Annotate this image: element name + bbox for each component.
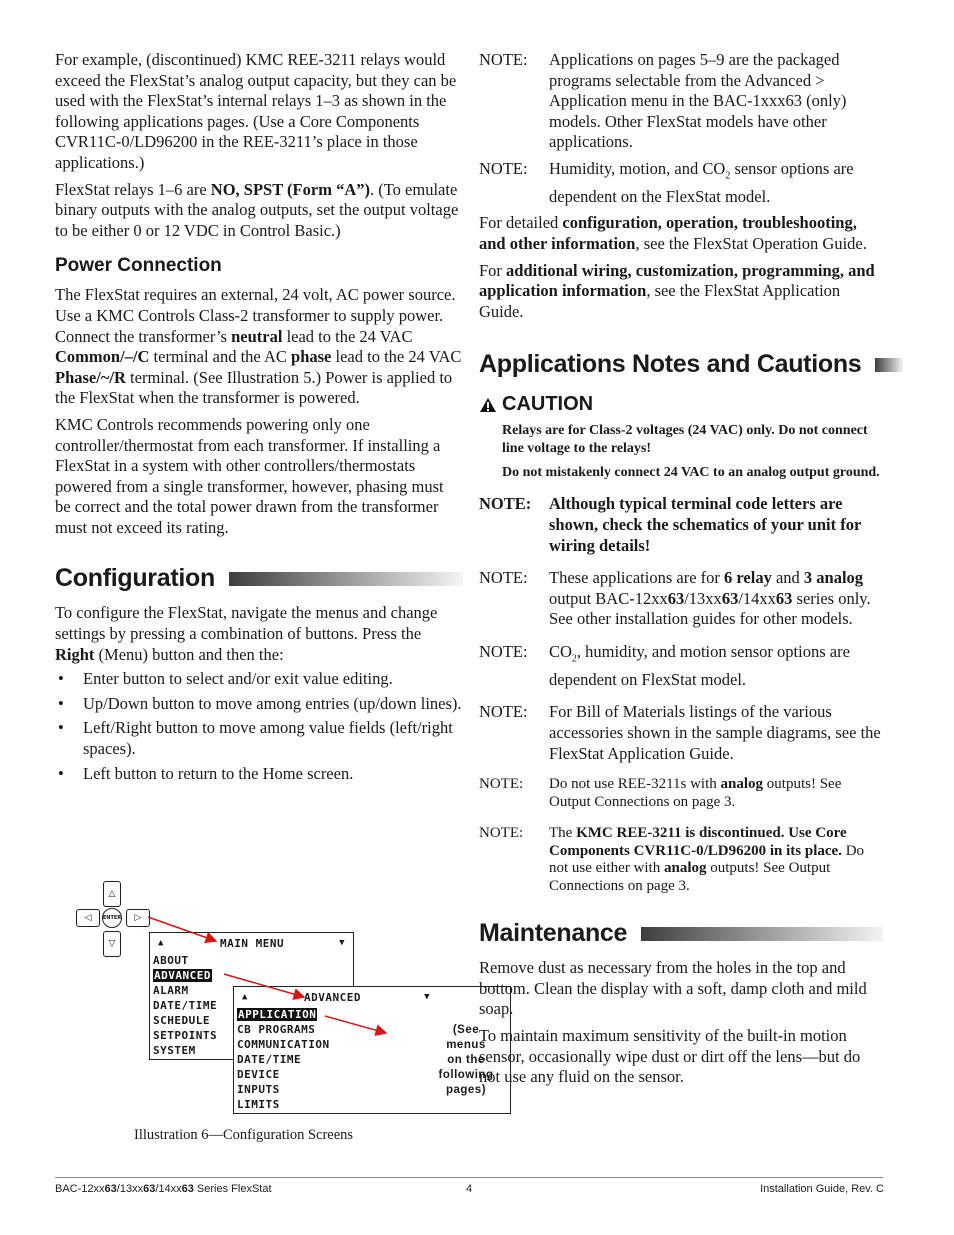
menu-item: SCHEDULE: [153, 1014, 210, 1027]
caution-heading: CAUTION: [502, 393, 594, 416]
configuration-heading: Configuration: [55, 564, 215, 593]
footer-document-title: Installation Guide, Rev. C: [760, 1183, 884, 1195]
down-arrow-icon: ▽: [108, 939, 116, 949]
menu-item: ABOUT: [153, 954, 189, 967]
note-label: NOTE:: [479, 825, 524, 842]
paragraph-discontinued-relays: For example, (discontinued) KMC REE-3211 relays would exceed the FlexStat’s analog output capacity, but they can be used with the FlexStat’s internal relays 1–3 as shown in the following applications pages. (Use a Core Components CVR11C-0/LD96200 in the REE-3211’s place in those applications.): [55, 50, 457, 172]
applications-notes-heading: Applications Notes and Cautions: [479, 350, 862, 379]
heading-gradient-bar: [875, 358, 903, 372]
main-menu-title: MAIN MENU: [220, 937, 285, 950]
note-label: NOTE:: [479, 158, 528, 178]
menu-item: SYSTEM: [153, 1044, 196, 1057]
note-ree3211-analog: [479, 776, 883, 811]
footer-rule: [55, 1177, 883, 1178]
signal-down-icon: ▼: [339, 938, 345, 948]
note-text: Do not use REE-3211s with analog outputs! See Output Connections on page 3.: [549, 776, 842, 810]
arrow-right-to-main-menu: [148, 917, 216, 941]
note-ree3211-discontinued: [479, 825, 883, 895]
menu-flow-arrows: [70, 875, 470, 1135]
heading-gradient-bar: [229, 572, 463, 586]
up-arrow-icon: △: [108, 889, 116, 899]
arrow-application-to-note: [325, 1016, 386, 1033]
configuration-illustration: [70, 875, 494, 1155]
applications-heading-row: [479, 350, 883, 379]
note-text: Although typical terminal code letters are shown, check the schematics of your unit for wiring details!: [549, 494, 861, 555]
menu-item: ALARM: [153, 984, 189, 997]
warning-icon: [479, 397, 497, 413]
right-arrow-icon: ▷: [134, 913, 142, 923]
note-text: The KMC REE-3211 is discontinued. Use Core Components CVR11C-0/LD96200 in its place. Do not use either with analog outputs! See Output Connections on page 3.: [549, 825, 865, 894]
menu-item: LIMITS: [237, 1098, 280, 1111]
signal-down-icon: ▼: [424, 992, 430, 1002]
see-note-line: menus: [446, 1039, 486, 1051]
menu-item: DATE/TIME: [237, 1053, 302, 1066]
note-label: NOTE:: [479, 641, 528, 661]
illustration-caption: Illustration 6—Configuration Screens: [134, 1127, 354, 1143]
note-label: NOTE:: [479, 702, 528, 722]
menu-item: COMMUNICATION: [237, 1038, 330, 1051]
note-terminal-codes: [479, 494, 883, 556]
note-text: $CO_2$, humidity, and motion sensor options are dependent on FlexStat model.: [549, 641, 850, 689]
configuration-heading-row: [55, 564, 463, 593]
note-label: NOTE:: [479, 568, 528, 588]
left-arrow-icon: ◁: [84, 913, 92, 923]
signal-up-icon: ▲: [158, 938, 164, 948]
menu-item: DEVICE: [237, 1068, 280, 1081]
list-item: • Enter button to select and/or exit value editing.: [55, 669, 463, 690]
menu-item: INPUTS: [237, 1083, 280, 1096]
menu-item: SETPOINTS: [153, 1029, 218, 1042]
note-label: NOTE:: [479, 776, 524, 793]
right-column: [479, 50, 883, 1088]
note-bill-of-materials: [479, 702, 883, 764]
see-note-line: on the: [447, 1054, 485, 1066]
advanced-menu-title: ADVANCED: [304, 991, 361, 1004]
footer-page-number: 4: [466, 1183, 473, 1195]
note-co2-options: [479, 642, 883, 690]
menu-item: DATE/TIME: [153, 999, 218, 1012]
see-note-line: (See: [452, 1024, 480, 1036]
signal-up-icon: ▲: [242, 992, 248, 1002]
power-connection-heading: Power Connection: [55, 255, 222, 277]
heading-gradient-bar: [641, 927, 883, 941]
caution-heading-row: [479, 393, 883, 416]
arrow-advanced-to-submenu: [224, 974, 304, 997]
caution-class2-voltage: Relays are for Class-2 voltages (24 VAC) only. Do not connect line voltage to the relays!: [502, 423, 868, 457]
caution-analog-ground: Do not mistakenly connect 24 VAC to an analog output ground.: [502, 465, 880, 481]
paragraph-application-guide: For additional wiring, customization, programming, and application information, see the FlexStat Application Guide.: [479, 260, 875, 321]
maintenance-heading-row: [479, 919, 883, 948]
paragraph-maintenance-sensor: To maintain maximum sensitivity of the built-in motion sensor, occasionally wipe dust or dirt off the lens—but do not use any fluid on the sensor.: [479, 1026, 861, 1087]
note-label: NOTE:: [479, 50, 528, 69]
note-sensor-options: [479, 159, 883, 207]
paragraph-configure-instructions: To configure the FlexStat, navigate the menus and change settings by pressing a combination of buttons. Press the Right (Menu) button and then the:: [55, 603, 438, 664]
note-label: NOTE:: [479, 494, 532, 514]
note-relay-series: [479, 568, 883, 630]
list-item: • Up/Down button to move among entries (up/down lines).: [55, 694, 463, 715]
menu-item-selected: APPLICATION: [238, 1008, 317, 1021]
enter-label: ENTER: [102, 915, 122, 921]
note-text: For Bill of Materials listings of the various accessories shown in the sample diagrams, see the FlexStat Application Guide.: [549, 702, 881, 763]
paragraph-transformer-recommendation: KMC Controls recommends powering only one controller/thermostat from each transformer. If installing a FlexStat in a system with other controllers/thermostats powered from a single transformer, however, phasing must be correct and the total power drawn from the transformer must not exceed its rating.: [55, 414, 444, 537]
list-item: • Left button to return to the Home screen.: [55, 764, 463, 785]
paragraph-maintenance-dust: Remove dust as necessary from the holes in the top and bottom. Clean the display with a soft, damp cloth and mild soap.: [479, 958, 867, 1019]
paragraph-relay-form: FlexStat relays 1–6 are NO, SPST (Form “A”). (To emulate binary outputs with the analog outputs, set the output voltage to be either 0 or 12 VDC in Control Basic.): [55, 179, 459, 240]
footer-product-name: BAC-12xx63/13xx63/14xx63 Series FlexStat: [55, 1183, 272, 1195]
list-item: • Left/Right button to move among value fields (left/right spaces).: [55, 718, 463, 759]
menu-item: CB PROGRAMS: [237, 1023, 316, 1036]
paragraph-operation-guide: For detailed configuration, operation, troubleshooting, and other information, see the FlexStat Operation Guide.: [479, 213, 867, 254]
left-column: [55, 50, 463, 788]
note-text: Humidity, motion, and $CO_2$ sensor options are dependent on the FlexStat model.: [549, 158, 854, 206]
maintenance-heading: Maintenance: [479, 919, 628, 948]
see-note-line: following: [438, 1069, 494, 1081]
note-text: Applications on pages 5–9 are the packaged programs selectable from the Advanced > Application menu in the BAC-1xxx63 (only) models. Other FlexStat models have other applications.: [549, 50, 847, 152]
button-usage-list: [55, 669, 463, 784]
note-packaged-programs: [479, 50, 883, 153]
see-note-line: pages): [445, 1084, 487, 1096]
paragraph-power-source: The FlexStat requires an external, 24 volt, AC power source. Use a KMC Controls Class-2 transformer to supply power. Connect the transformer’s neutral lead to the 24 VAC Common/–/C terminal and the AC phase lead to the 24 VAC Phase/~/R terminal. (See Illustration 5.) Power is applied to the FlexStat when the transformer is powered.: [55, 285, 462, 408]
note-text: These applications are for 6 relay and 3 analog output BAC-12xx63/13xx63/14xx63 series only. See other installation guides for other models.: [549, 568, 871, 629]
menu-item-selected: ADVANCED: [154, 969, 211, 982]
